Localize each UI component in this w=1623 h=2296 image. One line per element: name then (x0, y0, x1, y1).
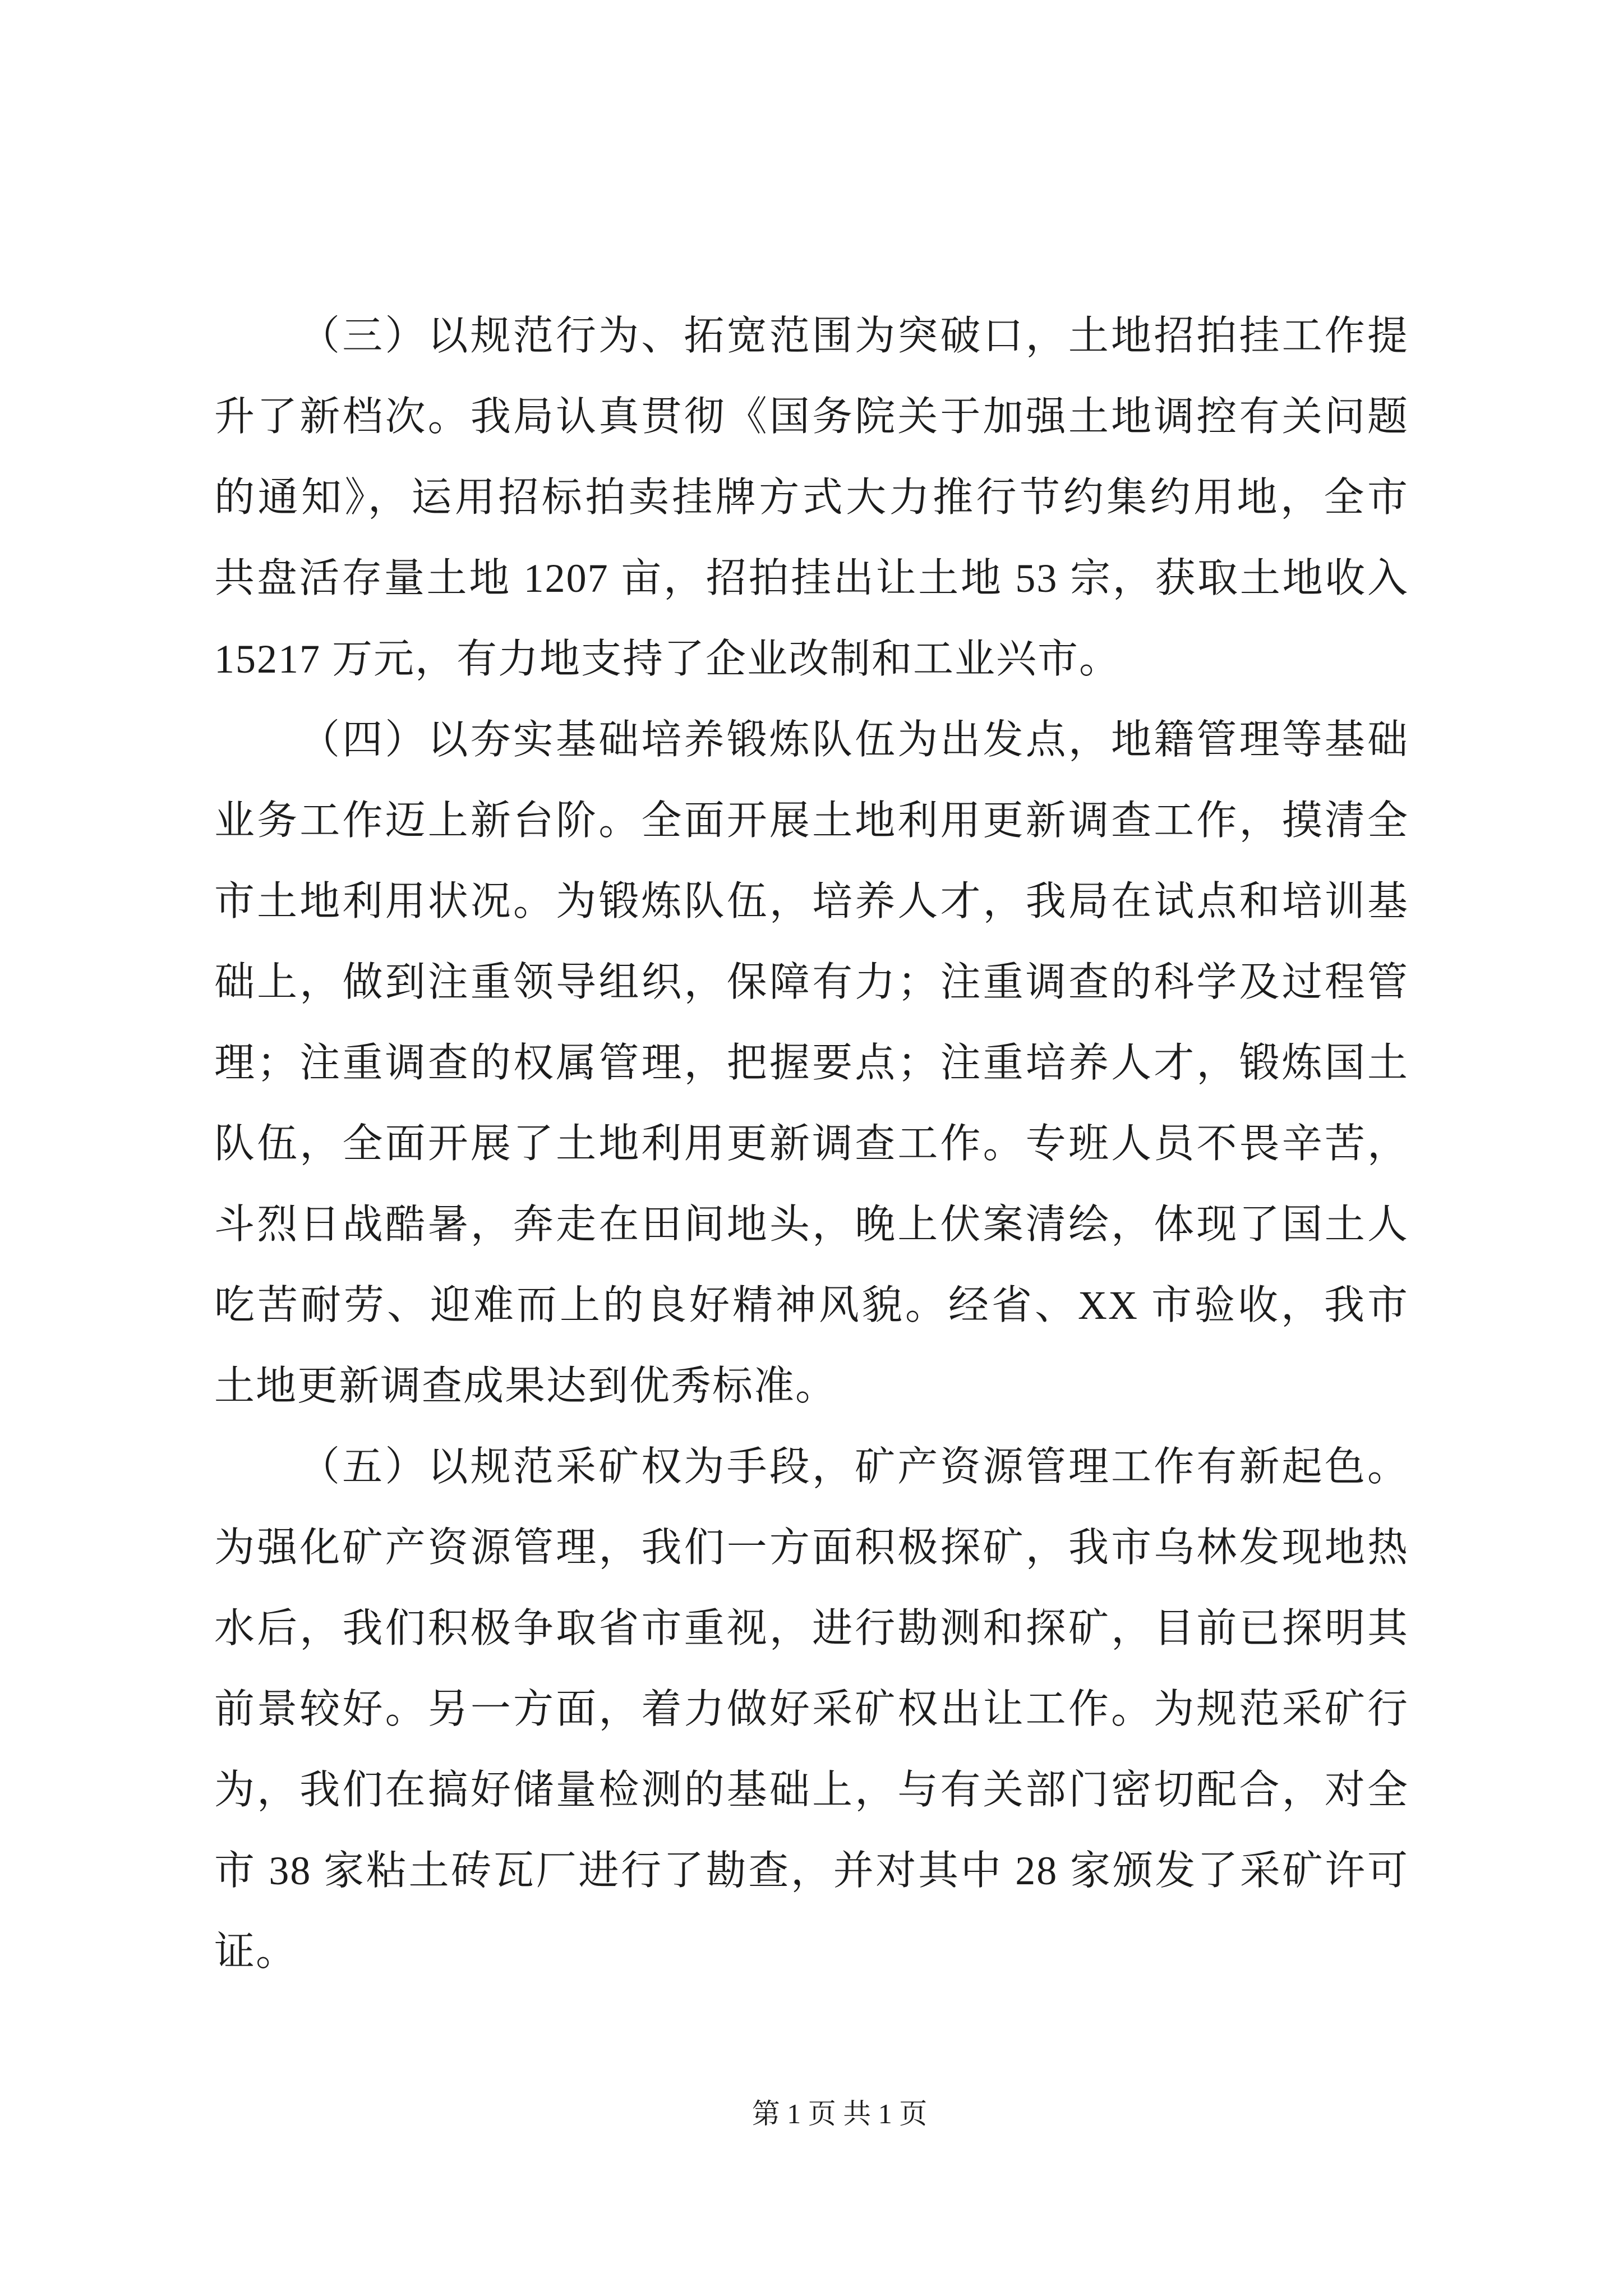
paragraph-section-4 (214, 700, 1409, 1427)
text-line: 水后，我们积极争取省市重视，进行勘测和探矿，目前已探明其 (214, 1606, 1409, 1651)
text-line: （五）以规范采矿权为手段，矿产资源管理工作有新起色。 (299, 1444, 1409, 1489)
paragraph-section-3 (214, 296, 1409, 700)
text-line: 斗烈日战酷暑，奔走在田间地头，晚上伏案清绘，体现了国土人 (214, 1202, 1409, 1247)
document-body (214, 296, 1409, 1992)
text-line: （四）以夯实基础培养锻炼队伍为出发点，地籍管理等基础 (299, 717, 1409, 762)
text-line: 15217 万元，有力地支持了企业改制和工业兴市。 (214, 637, 1121, 682)
text-line: （三）以规范行为、拓宽范围为突破口，土地招拍挂工作提 (299, 314, 1409, 358)
text-line: 土地更新调查成果达到优秀标准。 (214, 1364, 837, 1409)
text-line: 市土地利用状况。为锻炼队伍，培养人才，我局在试点和培训基 (214, 879, 1409, 924)
paragraph-section-5 (214, 1427, 1409, 1992)
text-line: 共盘活存量土地 1207 亩，招拍挂出让土地 53 宗，获取土地收入 (214, 556, 1409, 601)
text-line: 吃苦耐劳、迎难而上的良好精神风貌。经省、XX 市验收，我市 (214, 1283, 1409, 1328)
text-line: 队伍，全面开展了土地利用更新调查工作。专班人员不畏辛苦， (214, 1121, 1409, 1166)
text-line: 为强化矿产资源管理，我们一方面积极探矿，我市乌林发现地热 (214, 1525, 1409, 1570)
page-footer: 第 1 页 共 1 页 (751, 2098, 928, 2129)
text-line: 的通知》，运用招标拍卖挂牌方式大力推行节约集约用地，全市 (214, 475, 1409, 520)
text-line: 市 38 家粘土砖瓦厂进行了勘查，并对其中 28 家颁发了采矿许可 (214, 1848, 1409, 1893)
text-line: 理；注重调查的权属管理，把握要点；注重培养人才，锻炼国土 (214, 1041, 1409, 1085)
text-line: 为，我们在搞好储量检测的基础上，与有关部门密切配合，对全 (214, 1768, 1409, 1812)
text-line: 业务工作迈上新台阶。全面开展土地利用更新调查工作，摸清全 (214, 798, 1409, 843)
text-line: 证。 (214, 1929, 298, 1974)
text-line: 础上，做到注重领导组织，保障有力；注重调查的科学及过程管 (214, 960, 1409, 1005)
text-line: 升了新档次。我局认真贯彻《国务院关于加强土地调控有关问题 (214, 394, 1409, 439)
text-line: 前景较好。另一方面，着力做好采矿权出让工作。为规范采矿行 (214, 1687, 1409, 1732)
